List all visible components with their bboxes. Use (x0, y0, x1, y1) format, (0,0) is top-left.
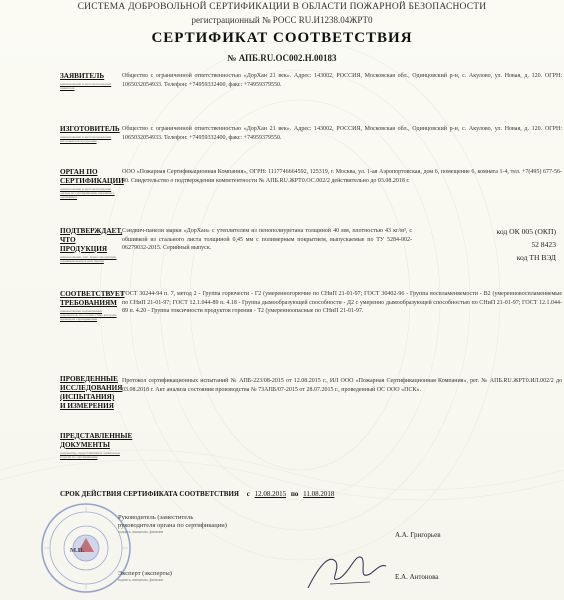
certification-body-label: ОРГАН ПО СЕРТИФИКАЦИИ наименование и местонахождение органа по сертификации, выдавшего сертификат (60, 168, 124, 199)
product-text: Сэндвич-панели марки «ДорХан» с утеплителем из пенополиуретана толщиной 40 мм, плотностью 43 кг/м³, с обшивкой из стального листа толщиной 0,45 мм с полимерным покрытием, выпускаемые по ТУ 5284-002-06279032-2015. Серийный выпуск. (122, 228, 412, 252)
tests-label: ПРОВЕДЕННЫЕ ИССЛЕДОВАНИЯ (ИСПЫТАНИЯ) И ИЗМЕРЕНИЯ (60, 375, 123, 410)
tests-text: Протокол сертификационных испытаний № АПБ-223/08-2015 от 12.08.2015 г., ИЛ ООО «Пожарная Сертификационная Компания», рег. № АПБ.RU.ЖРТ0.ИЛ.002/2 до 03.08.2018 г. Акт анализа состояния производства № 73АПБ/07-2015 от 28.07.2015 г., проведенный ОС ООО «ПСК». (122, 378, 562, 393)
validity-from-date: 12.08.2015 (254, 490, 287, 498)
applicant-sublabel: наименование и местонахождение заявителя (60, 82, 112, 90)
certification-body-text: ООО «Пожарная Сертификационная Компания», ОГРН: 1117746664592, 125319, г. Москва, ул. 1-ая Аэропортовская, дом 6, помещение 6, комната 1-4, тел. +7(495) 677-56-40. Свидетельство о подтверждении компетентности № АПБ.RU.ЖРТ0.ОС.002/2 действительно до 03.08.2018 г. (122, 169, 562, 184)
expert-role: Эксперт (эксперты) подпись, инициалы, фамилия (118, 570, 228, 582)
code-okp-value: 52 8423 (531, 240, 556, 249)
compliance-sublabel: наименование нормативных документов, на соответствие которым проведена сертификация (60, 309, 117, 321)
manufacturer-sublabel: наименование и местонахождение изготовителя продукции (60, 135, 112, 143)
applicant-text: Общество с ограниченной ответственностью «ДорХан 21 век». Адрес: 143002, РОССИЯ, Московская обл., Одинцовский р-н, с. Акулово, ул. Новая, д. 120. ОГРН: 1065032054933. Телефон: +74959332400, факс: +74959379550. (122, 73, 562, 88)
compliance-text: ГОСТ 30244-94 п. 7, метод 2 - Группа горючести - Г2 (умеренногорючие по СНиП 21-01-97; ГОСТ 30402-96 - Группа воспламеняемости - В2 (умеренновоспламеняемые по СНиП 21-01-97; ГОСТ 12.1.044-89 п. 4.18 - Группа дымообразующей способности - Д2 с умеренно дымообразующей способностью по СНиП 21-01-97; ГОСТ 12.1.044-89 п. 4.20 - Группа токсичности продуктов горения - Т2 (умеренноопасные по СНиП 21-01-97. (122, 291, 562, 315)
head-role: Руководитель (заместитель руководителя органа по сертификации) подпись, инициалы, фамилия (118, 514, 227, 534)
code-tnved-label: код ТН ВЭД (516, 253, 556, 262)
documents-sublabel: документы, представленные заявителем в орган по сертификации (60, 451, 120, 459)
validity-from-word: с (246, 490, 250, 498)
registration-number: регистрационный № РОСС RU.И1238.04ЖРТ0 (191, 15, 373, 25)
manufacturer-text: Общество с ограниченной ответственностью «ДорХан 21 век». Адрес: 143002, РОССИЯ, Московская обл., Одинцовский р-н, с. Акулово, ул. Новая, д. 120. ОГРН: 1065032054933. Телефон: +74959332400, факс: +74959379550. (122, 126, 562, 141)
certificate-title: СЕРТИФИКАТ СООТВЕТСТВИЯ (151, 30, 413, 46)
head-name: А.А. Григорьев (395, 531, 441, 539)
code-okp-label: код ОК 005 (ОКП) (496, 227, 556, 236)
product-codes (420, 225, 556, 264)
expert-role-sublabel: подпись, инициалы, фамилия (118, 578, 164, 582)
validity-label: СРОК ДЕЙСТВИЯ СЕРТИФИКАТА СООТВЕТСТВИЯ (60, 490, 239, 498)
validity-to-word: по (290, 490, 299, 498)
compliance-label: СООТВЕТСТВУЕТ ТРЕБОВАНИЯМ наименование нормативных документов, на соответствие которым проведена сертификация (60, 290, 125, 321)
manufacturer-label: ИЗГОТОВИТЕЛЬ наименование и местонахождение изготовителя продукции (60, 125, 120, 143)
certification-body-sublabel: наименование и местонахождение органа по сертификации, выдавшего сертификат (60, 187, 115, 199)
applicant-label: ЗАЯВИТЕЛЬ наименование и местонахождение заявителя (60, 72, 120, 90)
head-role-sublabel: подпись, инициалы, фамилия (118, 530, 164, 534)
stamp-mp-label: М.П. (70, 547, 85, 554)
documents-label: ПРЕДСТАВЛЕННЫЕ ДОКУМЕНТЫ документы, представленные заявителем в орган по сертификации (60, 432, 133, 459)
product-label: ПОДТВЕРЖДАЕТ, ЧТО ПРОДУКЦИЯ наименование, тип, марка продукции, серийный выпуск или партия (60, 227, 123, 263)
validity-to-date: 11.08.2018 (303, 490, 335, 498)
certificate-number: № АПБ.RU.ОС002.Н.00183 (227, 53, 337, 63)
handwritten-signature-icon (300, 544, 390, 594)
product-sublabel: наименование, тип, марка продукции, серийный выпуск или партия (60, 255, 117, 263)
validity-line (60, 490, 560, 498)
expert-name: Е.А. Антонова (395, 573, 439, 581)
system-title: СИСТЕМА ДОБРОВОЛЬНОЙ СЕРТИФИКАЦИИ В ОБЛАСТИ ПОЖАРНОЙ БЕЗОПАСНОСТИ (77, 2, 487, 12)
